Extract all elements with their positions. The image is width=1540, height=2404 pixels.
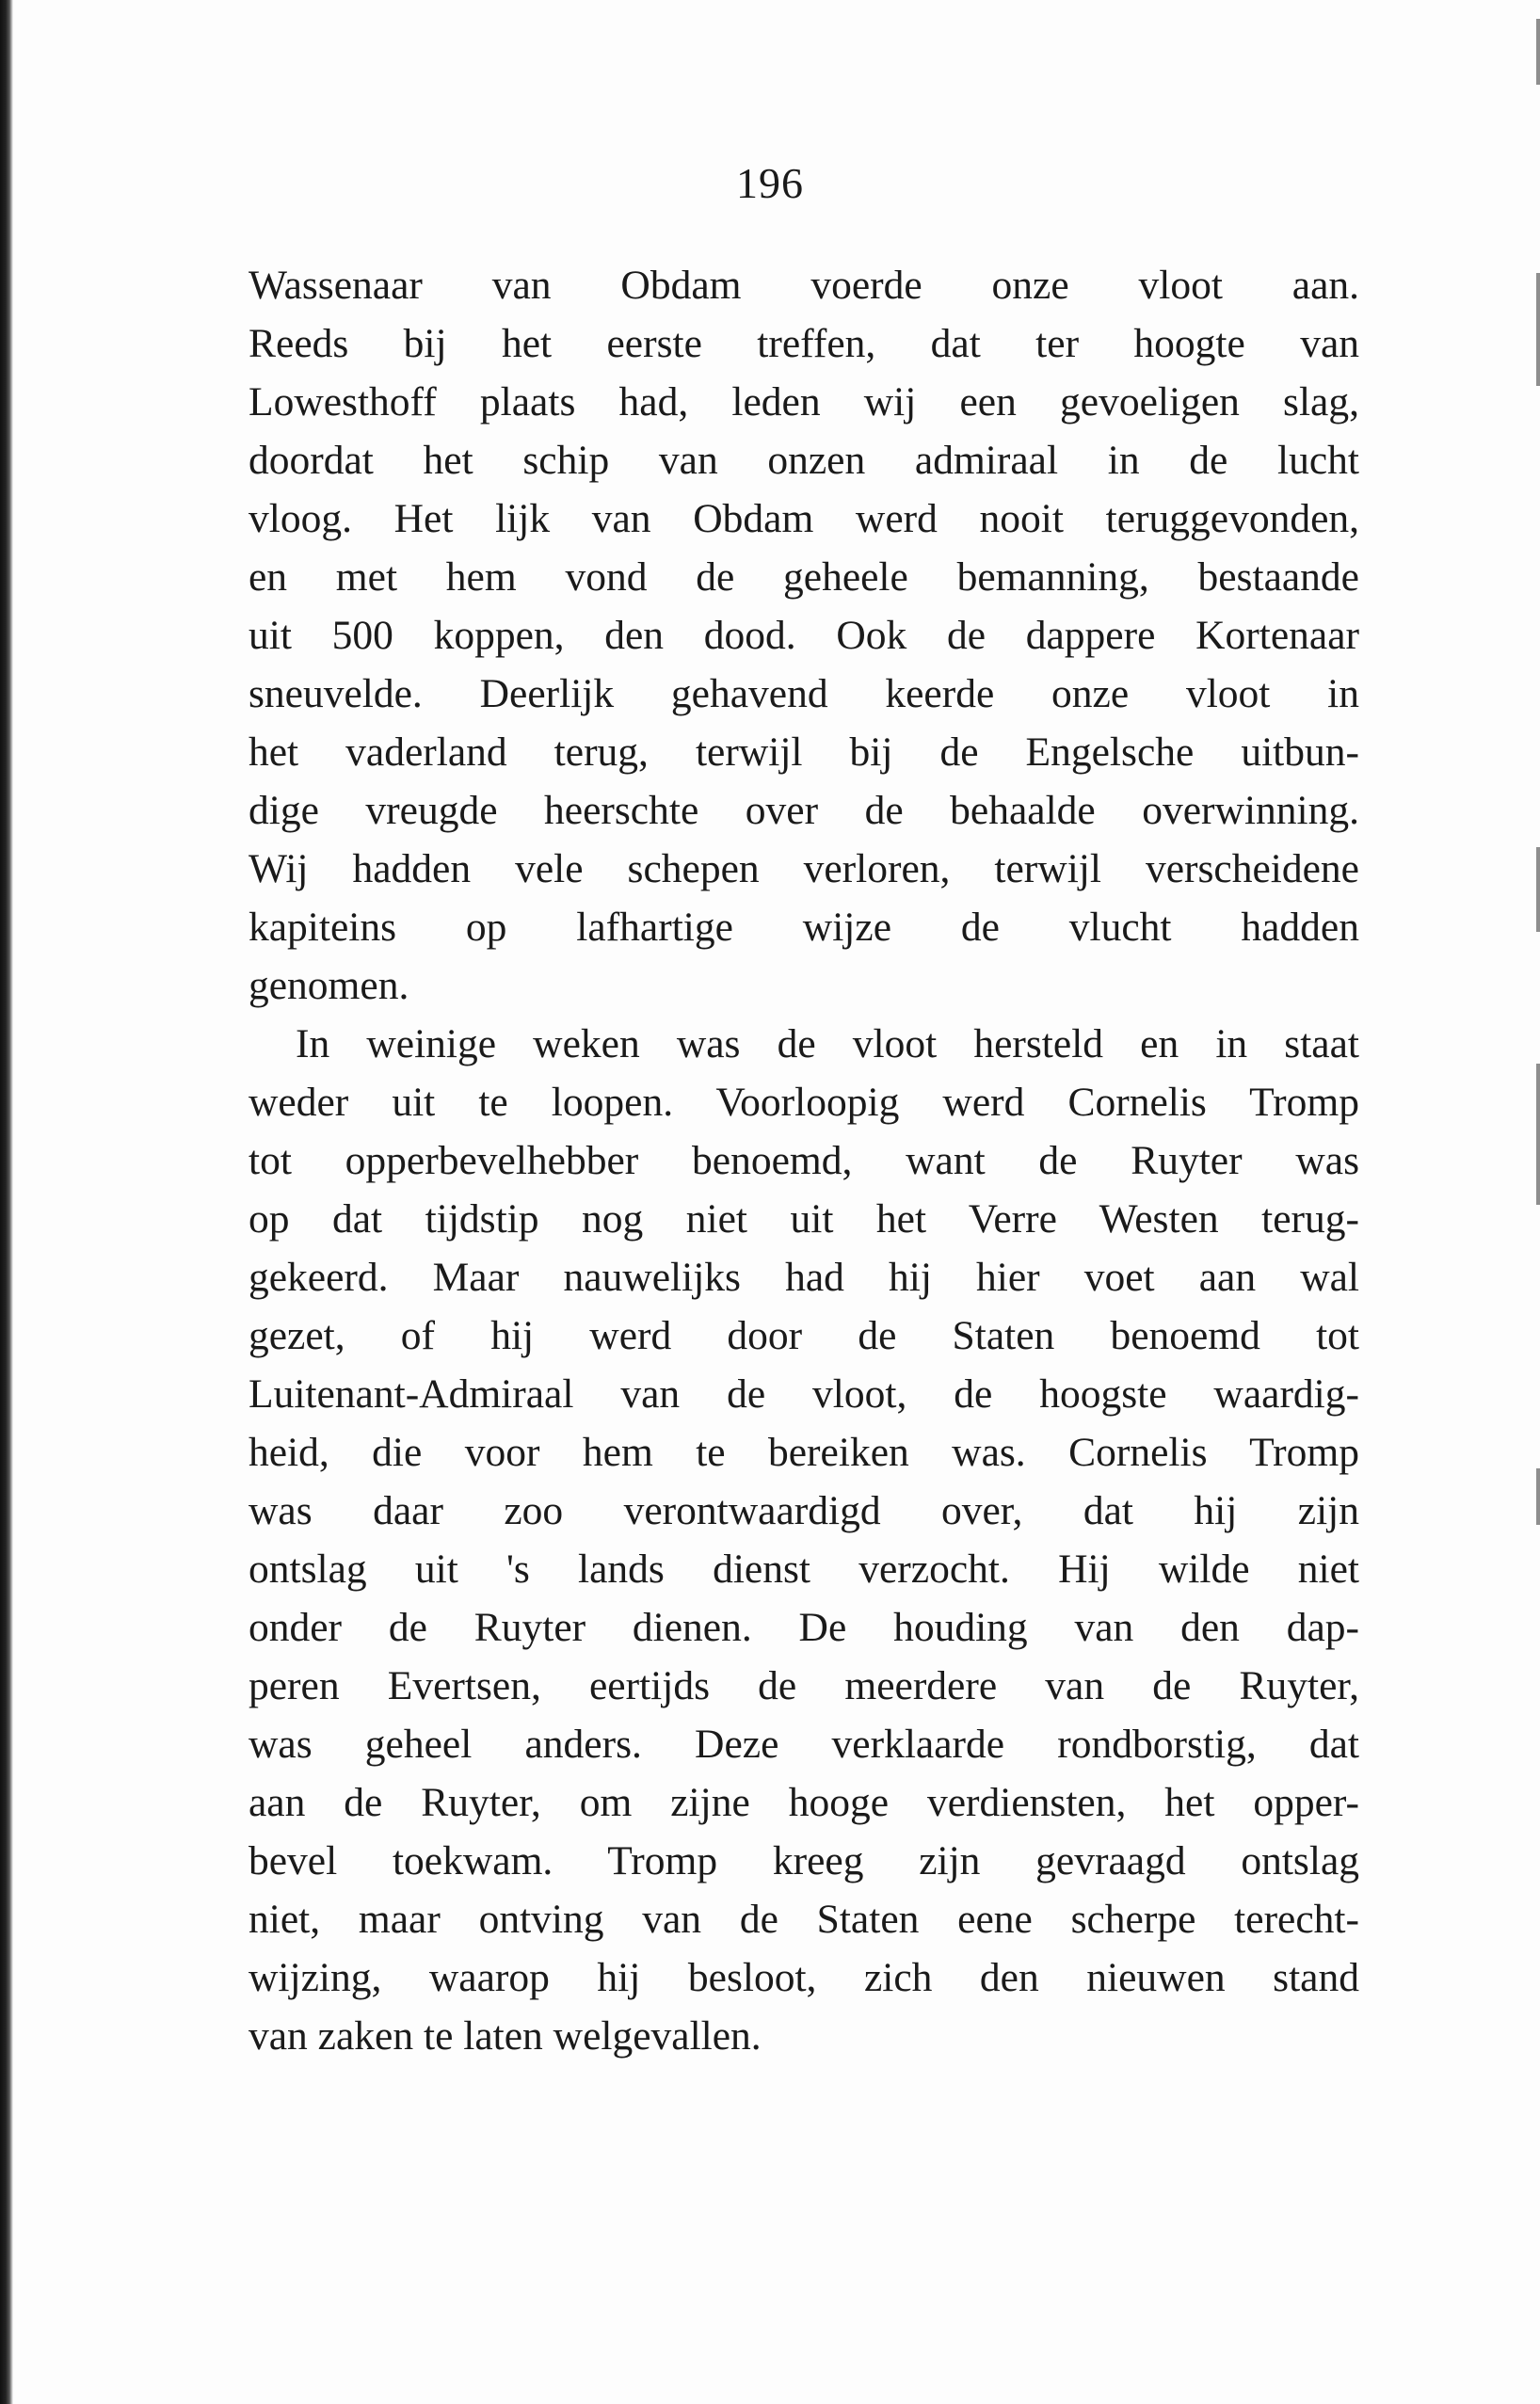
edge-mark — [1536, 19, 1540, 85]
text-line: Luitenant-Admiraal van de vloot, de hoogste waardig- — [249, 1371, 1359, 1417]
text-line: gezet, of hij werd door de Staten benoemd tot — [249, 1313, 1359, 1358]
text-line: weder uit te loopen. Voorloopig werd Cornelis Tromp — [249, 1080, 1359, 1125]
edge-mark — [1536, 273, 1540, 386]
text-line: doordat het schip van onzen admiraal in de lucht — [249, 438, 1359, 483]
text-line: Wassenaar van Obdam voerde onze vloot aan. — [249, 263, 1359, 308]
page-number: 196 — [736, 159, 804, 207]
text-line: In weinige weken was de vloot hersteld en in staat — [296, 1021, 1359, 1066]
text-line: het vaderland terug, terwijl bij de Engelsche uitbun- — [249, 729, 1359, 775]
text-line: van zaken te laten welgevallen. — [249, 2013, 762, 2059]
text-line: was geheel anders. Deze verklaarde rondborstig, dat — [249, 1722, 1359, 1767]
body-text — [249, 256, 1359, 2065]
text-line: heid, die voor hem te bereiken was. Cornelis Tromp — [249, 1430, 1359, 1475]
text-line: en met hem vond de geheele bemanning, bestaande — [249, 554, 1359, 600]
text-line: bevel toekwam. Tromp kreeg zijn gevraagd ontslag — [249, 1838, 1359, 1883]
text-line: aan de Ruyter, om zijne hooge verdiensten, het opper- — [249, 1780, 1359, 1825]
text-line: Reeds bij het eerste treffen, dat ter hoogte van — [249, 321, 1359, 366]
text-line: op dat tijdstip nog niet uit het Verre Westen terug- — [249, 1196, 1359, 1242]
text-line: uit 500 koppen, den dood. Ook de dappere Kortenaar — [249, 613, 1359, 658]
text-line: tot opperbevelhebber benoemd, want de Ruyter was — [249, 1138, 1359, 1183]
text-line: wijzing, waarop hij besloot, zich den nieuwen stand — [249, 1955, 1359, 2000]
text-line: kapiteins op lafhartige wijze de vlucht hadden — [249, 905, 1359, 950]
edge-mark — [1536, 1064, 1540, 1205]
text-line: onder de Ruyter dienen. De houding van den dap- — [249, 1605, 1359, 1650]
text-line: was daar zoo verontwaardigd over, dat hij zijn — [249, 1488, 1359, 1533]
text-line: gekeerd. Maar nauwelijks had hij hier voet aan wal — [249, 1255, 1359, 1300]
edge-mark — [1536, 847, 1540, 932]
text-line: sneuvelde. Deerlijk gehavend keerde onze vloot in — [249, 671, 1359, 716]
edge-mark — [1536, 1468, 1540, 1525]
text-line: Lowesthoff plaats had, leden wij een gevoeligen slag, — [249, 379, 1359, 425]
text-line: dige vreugde heerschte over de behaalde overwinning. — [249, 788, 1359, 833]
text-line: niet, maar ontving van de Staten eene scherpe terecht- — [249, 1897, 1359, 1942]
text-line: ontslag uit 's lands dienst verzocht. Hij wilde niet — [249, 1547, 1359, 1592]
binding-edge — [0, 0, 13, 2404]
text-line: peren Evertsen, eertijds de meerdere van de Ruyter, — [249, 1663, 1359, 1708]
text-line: vloog. Het lijk van Obdam werd nooit teruggevonden, — [249, 496, 1359, 541]
text-line: genomen. — [249, 963, 409, 1008]
text-line: Wij hadden vele schepen verloren, terwijl verscheidene — [249, 846, 1359, 891]
